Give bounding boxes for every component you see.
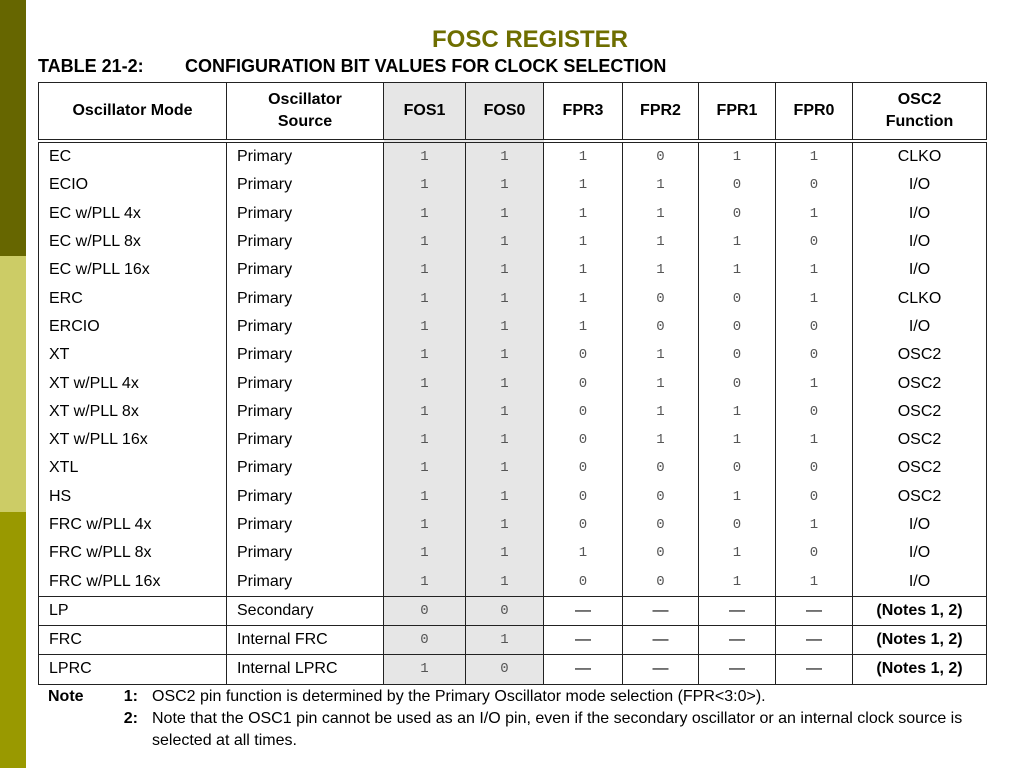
header-fos0: FOS0 (466, 83, 544, 142)
table-row (39, 454, 987, 482)
cell-fpr1: 1 (699, 398, 776, 426)
cell-fpr1: 0 (699, 171, 776, 199)
cell-fos0: 1 (466, 284, 544, 312)
cell-fos0: 1 (466, 369, 544, 397)
cell-fos1: 1 (384, 200, 466, 228)
cell-fpr2: — (623, 596, 699, 625)
cell-fpr3: 1 (544, 284, 623, 312)
cell-fpr2: 0 (623, 483, 699, 511)
cell-source: Primary (227, 398, 384, 426)
cell-fos0: 1 (466, 171, 544, 199)
note-label: Note (48, 688, 84, 705)
cell-fpr3: — (544, 655, 623, 684)
cell-mode: XT w/PLL 16x (49, 431, 148, 449)
cell-source: Internal LPRC (227, 655, 384, 684)
clock-selection-table (38, 82, 987, 685)
cell-fos1: 1 (384, 256, 466, 284)
cell-fpr2: 1 (623, 256, 699, 284)
cell-fos0: 1 (466, 200, 544, 228)
cell-fpr3: 0 (544, 454, 623, 482)
table-caption-text: CONFIGURATION BIT VALUES FOR CLOCK SELECTION (185, 56, 667, 76)
header-oscillator-mode: Oscillator Mode (72, 102, 193, 119)
cell-fos0: 1 (466, 567, 544, 596)
header-fpr1: FPR1 (699, 83, 776, 142)
cell-source: Secondary (227, 596, 384, 625)
cell-source: Primary (227, 567, 384, 596)
cell-source: Primary (227, 141, 384, 171)
cell-fos0: 1 (466, 626, 544, 655)
cell-source: Primary (227, 539, 384, 567)
cell-osc2-function: OSC2 (853, 341, 987, 369)
note-2 (48, 708, 988, 752)
cell-fos1: 1 (384, 483, 466, 511)
cell-fpr2: 1 (623, 171, 699, 199)
table-row (39, 483, 987, 511)
cell-fpr2: 1 (623, 426, 699, 454)
cell-fpr0: 0 (776, 341, 853, 369)
cell-fpr1: 1 (699, 539, 776, 567)
header-fos1: FOS1 (384, 83, 466, 142)
cell-fpr1: 0 (699, 313, 776, 341)
cell-fos0: 1 (466, 398, 544, 426)
cell-osc2-function: I/O (853, 200, 987, 228)
slide-title: FOSC REGISTER (431, 26, 629, 53)
cell-fpr1: — (699, 626, 776, 655)
table-row (39, 141, 987, 171)
cell-osc2-function: OSC2 (853, 398, 987, 426)
cell-fpr3: 0 (544, 426, 623, 454)
cell-osc2-function: I/O (853, 256, 987, 284)
cell-fpr3: 1 (544, 200, 623, 228)
table-row (39, 284, 987, 312)
cell-fos1: 1 (384, 369, 466, 397)
cell-fpr2: 1 (623, 398, 699, 426)
cell-source: Primary (227, 426, 384, 454)
cell-fpr0: — (776, 596, 853, 625)
cell-fpr3: 1 (544, 171, 623, 199)
cell-mode: EC (49, 148, 72, 166)
cell-fos1: 1 (384, 567, 466, 596)
cell-source: Primary (227, 200, 384, 228)
cell-fpr3: 0 (544, 511, 623, 539)
cell-fpr2: 1 (623, 228, 699, 256)
cell-fpr2: — (623, 626, 699, 655)
cell-fpr3: 1 (544, 228, 623, 256)
cell-fos0: 0 (466, 655, 544, 684)
cell-fos1: 0 (384, 596, 466, 625)
cell-fpr1: 1 (699, 141, 776, 171)
table-row (39, 398, 987, 426)
cell-fos0: 1 (466, 256, 544, 284)
cell-fpr0: 0 (776, 483, 853, 511)
cell-fos1: 1 (384, 313, 466, 341)
cell-fpr2: 0 (623, 313, 699, 341)
cell-mode: XTL (49, 459, 79, 477)
cell-fpr3: — (544, 596, 623, 625)
cell-mode: LP (39, 596, 227, 625)
cell-fpr1: 1 (699, 483, 776, 511)
cell-fpr0: 0 (776, 454, 853, 482)
cell-osc2-function: CLKO (853, 141, 987, 171)
note-2-number: 2: (123, 710, 138, 727)
cell-fos0: 1 (466, 483, 544, 511)
cell-source: Primary (227, 511, 384, 539)
cell-source: Primary (227, 256, 384, 284)
cell-source: Primary (227, 483, 384, 511)
cell-source: Internal FRC (227, 626, 384, 655)
accent-bar-bottom (0, 512, 26, 768)
header-oscillator-source: Oscillator Source (227, 83, 384, 142)
cell-osc2-function: (Notes 1, 2) (853, 626, 987, 655)
cell-fos0: 1 (466, 454, 544, 482)
cell-fos0: 1 (466, 539, 544, 567)
cell-mode: FRC w/PLL 8x (49, 544, 152, 562)
table-row (39, 341, 987, 369)
cell-source: Primary (227, 284, 384, 312)
table-row (39, 171, 987, 199)
cell-mode: XT (49, 346, 70, 364)
cell-source: Primary (227, 171, 384, 199)
cell-source: Primary (227, 341, 384, 369)
table-row (39, 228, 987, 256)
cell-fpr1: 0 (699, 200, 776, 228)
cell-fpr1: 0 (699, 284, 776, 312)
cell-fpr1: 0 (699, 454, 776, 482)
table-body (39, 141, 987, 684)
cell-fpr0: 1 (776, 511, 853, 539)
cell-fpr0: 0 (776, 539, 853, 567)
table-row (39, 313, 987, 341)
table-number: TABLE 21-2: (38, 56, 144, 76)
note-1-number: 1: (123, 688, 138, 705)
cell-mode: ECIO (49, 176, 89, 194)
cell-osc2-function: OSC2 (853, 483, 987, 511)
table-row (39, 200, 987, 228)
cell-fpr0: — (776, 626, 853, 655)
cell-fpr3: 1 (544, 141, 623, 171)
table-row (39, 369, 987, 397)
cell-fpr0: — (776, 655, 853, 684)
cell-fpr2: 0 (623, 511, 699, 539)
cell-source: Primary (227, 454, 384, 482)
cell-osc2-function: I/O (853, 567, 987, 596)
cell-fos0: 0 (466, 596, 544, 625)
cell-fpr3: 1 (544, 313, 623, 341)
table-row (39, 655, 987, 684)
cell-mode: EC w/PLL 4x (49, 204, 141, 222)
cell-fpr0: 1 (776, 141, 853, 171)
cell-osc2-function: I/O (853, 171, 987, 199)
cell-mode: XT w/PLL 4x (49, 374, 139, 392)
cell-fos1: 0 (384, 626, 466, 655)
cell-fpr1: 1 (699, 426, 776, 454)
table-row (39, 567, 987, 596)
table-row (39, 511, 987, 539)
cell-fpr0: 1 (776, 426, 853, 454)
table-caption (38, 56, 666, 77)
cell-fpr1: 1 (699, 228, 776, 256)
cell-fpr2: 0 (623, 567, 699, 596)
cell-osc2-function: OSC2 (853, 369, 987, 397)
cell-fos0: 1 (466, 426, 544, 454)
cell-osc2-function: I/O (853, 228, 987, 256)
cell-fpr3: 0 (544, 341, 623, 369)
header-fpr3: FPR3 (544, 83, 623, 142)
cell-mode: EC w/PLL 16x (49, 261, 150, 279)
cell-fpr1: 0 (699, 511, 776, 539)
cell-fpr2: 0 (623, 539, 699, 567)
cell-fpr2: 1 (623, 200, 699, 228)
cell-fos1: 1 (384, 539, 466, 567)
cell-fpr3: 1 (544, 539, 623, 567)
cell-fpr1: 0 (699, 369, 776, 397)
cell-fpr2: 0 (623, 454, 699, 482)
cell-fpr1: 1 (699, 256, 776, 284)
cell-fpr3: 0 (544, 369, 623, 397)
cell-fpr0: 1 (776, 284, 853, 312)
header-osc2-function: OSC2 Function (853, 83, 987, 142)
cell-fos1: 1 (384, 398, 466, 426)
cell-fpr0: 0 (776, 228, 853, 256)
cell-fpr1: — (699, 596, 776, 625)
cell-mode: ERCIO (49, 317, 100, 335)
table-row (39, 426, 987, 454)
cell-fos0: 1 (466, 341, 544, 369)
cell-osc2-function: I/O (853, 313, 987, 341)
cell-fos1: 1 (384, 284, 466, 312)
cell-source: Primary (227, 369, 384, 397)
cell-osc2-function: OSC2 (853, 426, 987, 454)
cell-fos1: 1 (384, 341, 466, 369)
cell-fos0: 1 (466, 228, 544, 256)
cell-fpr3: 0 (544, 398, 623, 426)
note-1-text: OSC2 pin function is determined by the Primary Oscillator mode selection (FPR<3:0>). (152, 688, 766, 705)
accent-bar-middle (0, 256, 26, 512)
cell-fpr3: 0 (544, 483, 623, 511)
cell-osc2-function: (Notes 1, 2) (853, 655, 987, 684)
cell-fpr3: 1 (544, 256, 623, 284)
cell-osc2-function: I/O (853, 539, 987, 567)
cell-mode: EC w/PLL 8x (49, 233, 141, 251)
cell-osc2-function: CLKO (853, 284, 987, 312)
cell-mode: FRC (39, 626, 227, 655)
table-header-row (39, 83, 987, 142)
table-row (39, 596, 987, 625)
cell-fpr2: 1 (623, 341, 699, 369)
cell-osc2-function: I/O (853, 511, 987, 539)
cell-fos0: 1 (466, 141, 544, 171)
note-2-text: Note that the OSC1 pin cannot be used as an I/O pin, even if the secondary oscillator or an internal clock source is selected at all times. (152, 710, 963, 749)
cell-fpr2: 1 (623, 369, 699, 397)
cell-fpr0: 0 (776, 171, 853, 199)
cell-fpr2: 0 (623, 284, 699, 312)
cell-fpr2: — (623, 655, 699, 684)
cell-osc2-function: (Notes 1, 2) (853, 596, 987, 625)
header-fpr0: FPR0 (776, 83, 853, 142)
cell-fpr3: 0 (544, 567, 623, 596)
notes (48, 686, 988, 752)
header-fpr2: FPR2 (623, 83, 699, 142)
cell-fpr3: — (544, 626, 623, 655)
cell-fos1: 1 (384, 141, 466, 171)
cell-fpr0: 0 (776, 313, 853, 341)
cell-fos0: 1 (466, 313, 544, 341)
note-1 (48, 686, 988, 708)
cell-fpr1: 1 (699, 567, 776, 596)
cell-mode: HS (49, 487, 72, 505)
cell-fos1: 1 (384, 426, 466, 454)
cell-fpr0: 0 (776, 398, 853, 426)
cell-source: Primary (227, 228, 384, 256)
cell-fpr0: 1 (776, 256, 853, 284)
cell-fos0: 1 (466, 511, 544, 539)
cell-fpr1: 0 (699, 341, 776, 369)
cell-fos1: 1 (384, 228, 466, 256)
cell-fos1: 1 (384, 454, 466, 482)
cell-source: Primary (227, 313, 384, 341)
cell-osc2-function: OSC2 (853, 454, 987, 482)
table-row (39, 256, 987, 284)
table-row (39, 539, 987, 567)
cell-mode: LPRC (39, 655, 227, 684)
cell-fpr2: 0 (623, 141, 699, 171)
cell-fpr0: 1 (776, 200, 853, 228)
cell-fpr0: 1 (776, 567, 853, 596)
cell-fos1: 1 (384, 171, 466, 199)
cell-fos1: 1 (384, 655, 466, 684)
cell-fpr1: — (699, 655, 776, 684)
cell-mode: XT w/PLL 8x (49, 402, 139, 420)
cell-mode: FRC w/PLL 16x (49, 572, 161, 590)
cell-fos1: 1 (384, 511, 466, 539)
cell-fpr0: 1 (776, 369, 853, 397)
table-row (39, 626, 987, 655)
cell-mode: FRC w/PLL 4x (49, 516, 152, 533)
cell-mode: ERC (49, 289, 83, 307)
